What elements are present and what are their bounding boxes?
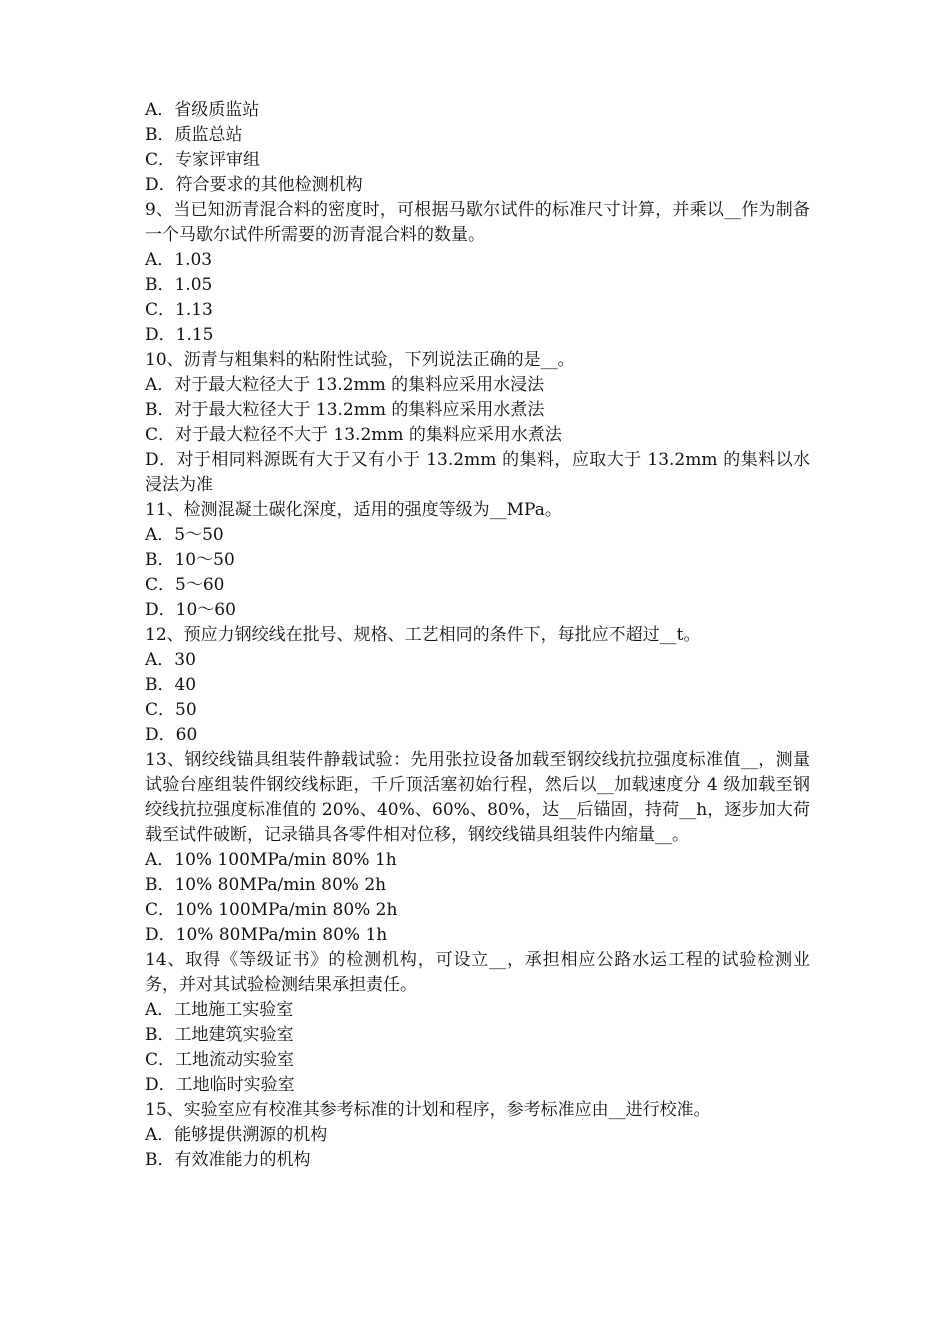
question-15: 15、实验室应有校准其参考标准的计划和程序，参考标准应由__进行校准。: [145, 1100, 711, 1120]
option-c: C．工地流动实验室: [145, 1050, 295, 1070]
option-a: A．工地施工实验室: [145, 1000, 294, 1020]
option-b: B．10% 80MPa/min 80% 2h: [145, 875, 387, 895]
option-c: C．对于最大粒径不大于 13.2mm 的集料应采用水煮法: [145, 425, 562, 445]
option-c: C．5～60: [145, 575, 225, 595]
question-13: 13、钢绞线锚具组装件静载试验：先用张拉设备加载至钢绞线抗拉强度标准值__，测量试验台座组装件钢绞线标距，千斤顶活塞初始行程，然后以__加载速度分 4 级加载至钢绞线抗拉强度标准值的 20%、40%、60%、80%，达__后锚固，持荷__h，逐步加大荷载至试件破断，记录锚具各零件相对位移，钢绞线锚具组装件内缩量__。: [145, 750, 810, 845]
question-12: 12、预应力钢绞线在批号、规格、工艺相同的条件下，每批应不超过__t。: [145, 625, 701, 645]
option-d: D．60: [145, 725, 198, 745]
option-b: B．工地建筑实验室: [145, 1025, 294, 1045]
question-list: [145, 98, 810, 1173]
option-c: C．专家评审组: [145, 150, 261, 170]
option-c: C．1.13: [145, 300, 213, 320]
option-b: B．40: [145, 675, 197, 695]
option-a: A．1.03: [145, 250, 213, 270]
option-b: B．对于最大粒径大于 13.2mm 的集料应采用水煮法: [145, 400, 545, 420]
question-10: 10、沥青与粗集料的粘附性试验，下列说法正确的是__。: [145, 350, 575, 370]
option-a: A．30: [145, 650, 196, 670]
option-d: D．10% 80MPa/min 80% 1h: [145, 925, 388, 945]
option-b: B．1.05: [145, 275, 213, 295]
option-d: D．符合要求的其他检测机构: [145, 175, 363, 195]
option-c: C．10% 100MPa/min 80% 2h: [145, 900, 398, 920]
option-d: D．1.15: [145, 325, 214, 345]
option-c: C．50: [145, 700, 197, 720]
option-a: A．5～50: [145, 525, 224, 545]
question-14: 14、取得《等级证书》的检测机构，可设立__，承担相应公路水运工程的试验检测业务，并对其试验检测结果承担责任。: [145, 950, 810, 995]
option-d: D．10～60: [145, 600, 236, 620]
option-a: A．能够提供溯源的机构: [145, 1125, 328, 1145]
option-d: D．对于相同料源既有大于又有小于 13.2mm 的集料，应取大于 13.2mm 的集料以水浸法为准: [145, 450, 810, 495]
option-b: B．质监总站: [145, 125, 243, 145]
option-a: A．省级质监站: [145, 100, 260, 120]
option-b: B．有效准能力的机构: [145, 1150, 311, 1170]
option-b: B．10～50: [145, 550, 235, 570]
option-d: D．工地临时实验室: [145, 1075, 295, 1095]
question-11: 11、检测混凝土碳化深度，适用的强度等级为__MPa。: [145, 500, 562, 520]
option-a: A．对于最大粒径大于 13.2mm 的集料应采用水浸法: [145, 375, 545, 395]
question-9: 9、当已知沥青混合料的密度时，可根据马歇尔试件的标准尺寸计算，并乘以__作为制备一个马歇尔试件所需要的沥青混合料的数量。: [145, 200, 810, 245]
option-a: A．10% 100MPa/min 80% 1h: [145, 850, 397, 870]
